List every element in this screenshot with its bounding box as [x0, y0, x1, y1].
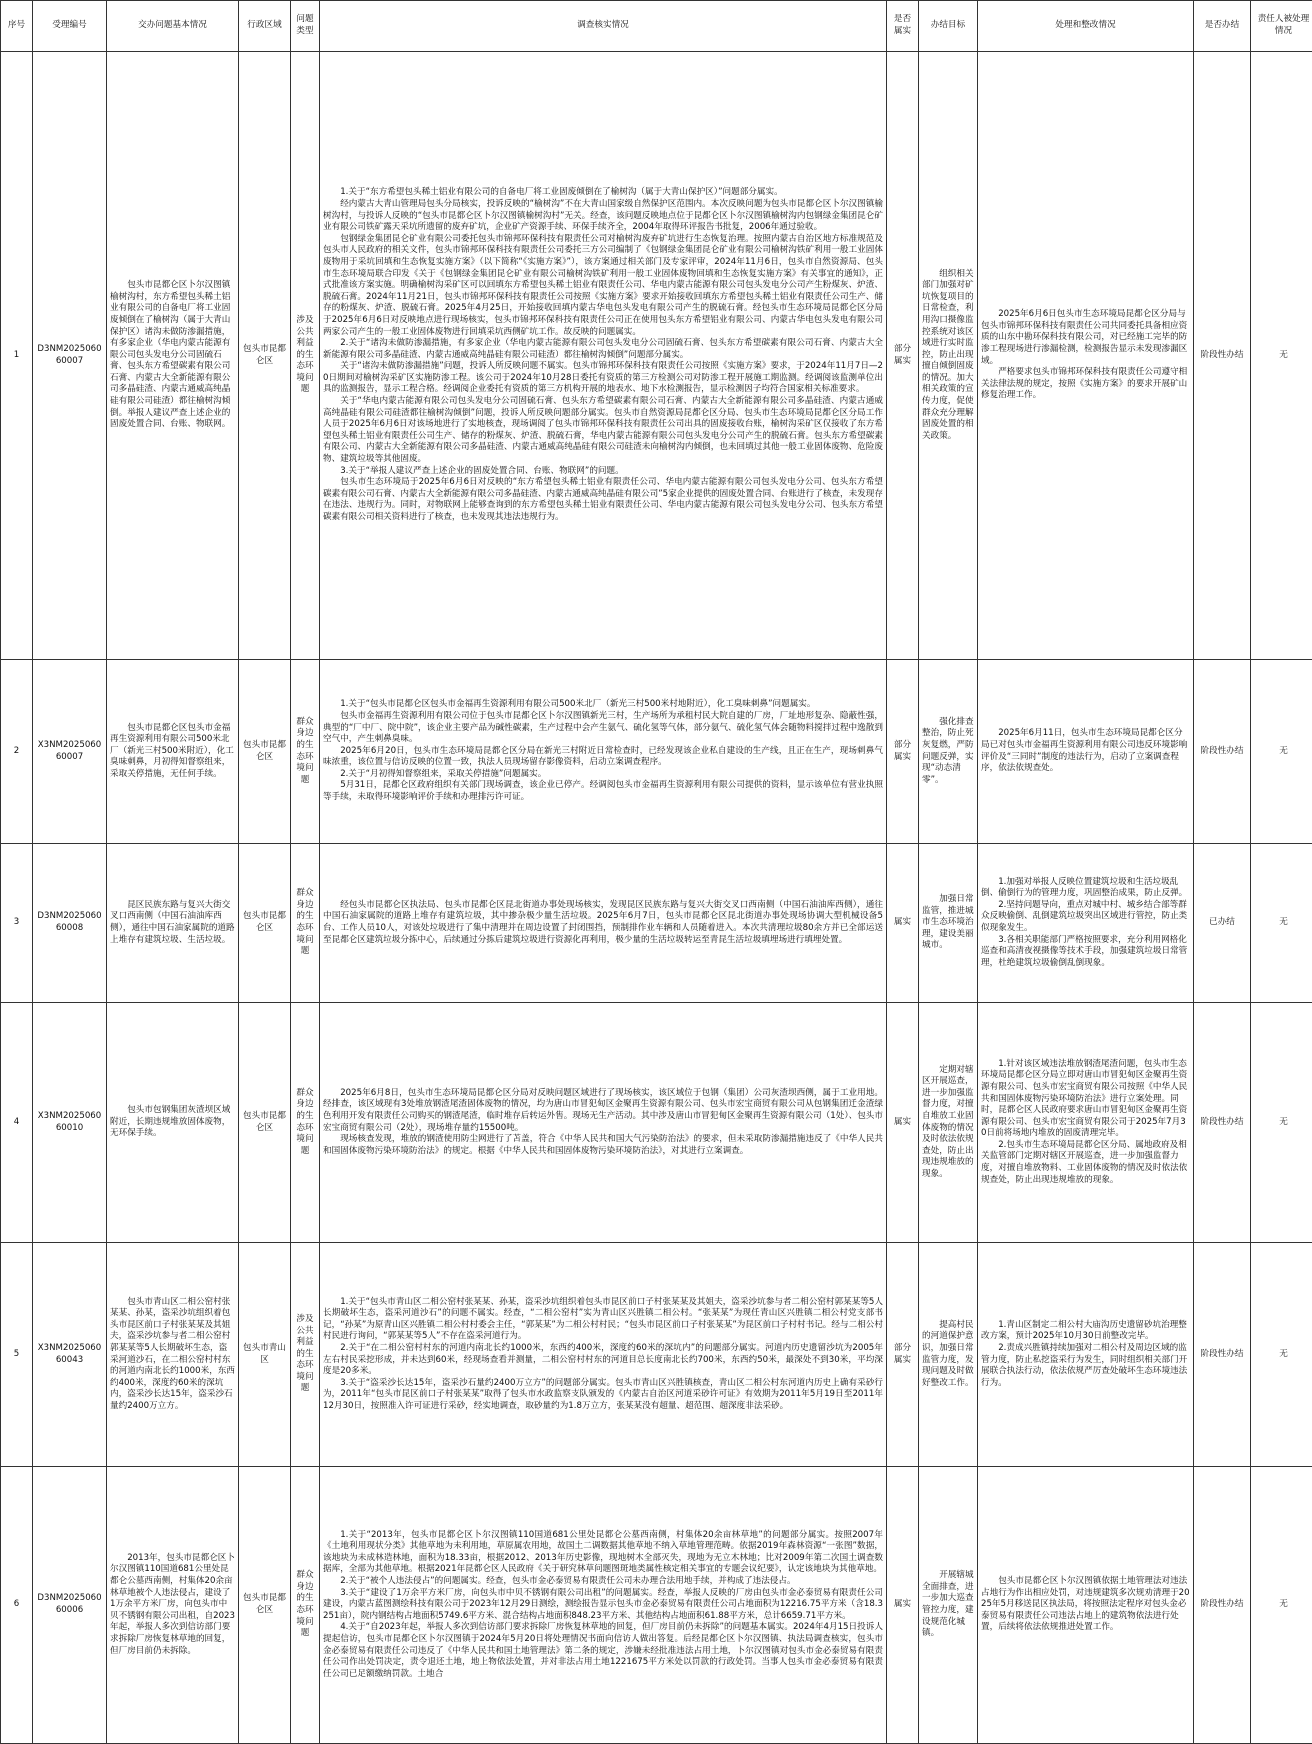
cell-target: 提高村民的河道保护意识，加强日常监管力度，发现问题及时做好整改工作。 [919, 1243, 978, 1467]
cell-truth: 部分属实 [887, 660, 919, 844]
cell-basic: 昆区民族东路与复兴大街交叉口西南侧（中国石油油库西侧），通往中国石油家属院的道路上堆存有建筑垃圾、生活垃圾。 [107, 844, 239, 1003]
cell-code: D3NM202506060007 [33, 52, 107, 660]
header-code: 受理编号 [33, 1, 107, 52]
table-row [1, 1003, 1312, 1243]
table-row [1, 1467, 1312, 1744]
header-basic: 交办问题基本情况 [107, 1, 239, 52]
cell-code: D3NM202506060008 [33, 844, 107, 1003]
cell-handling: 1.针对该区域违法堆放钢渣尾渣问题，包头市生态环境局昆都仑区分局立即对唐山市冒犯甸区金聚再生资源有限公司、包头市宏宝商贸有限公司按照《中华人民共和国固体废物污染环境防治法》进行立案处理。同时，昆都仑区人民政府要求唐山市冒犯甸区金聚再生资源有限公司、包头市宏宝商贸有限公司于2025年7月30日前将场地内堆放的固废清理完毕。 2.包头市生态环境局昆都仑区分局、属地政府及相关监管部门定期对辖区开展巡查，进一步加强监督力度，对擅自堆放物料、工业固体废物的情况及时依法依规查处，防止出现违规堆放的现象。 [978, 1003, 1194, 1243]
table-row [1, 1243, 1312, 1467]
cell-investigation: 经包头市昆都仑区执法局、包头市昆都仑区昆北街道办事处现场核实，发现昆区民族东路与复兴大街交叉口西南侧（中国石油油库西侧），通往中国石油家属院的道路上堆存有建筑垃圾，其中掺杂极少量生活垃圾。2025年6月7日，包头市昆都仑区昆北街道办事处现场协调大型机械设备5台、工作人员10人，对该处垃圾进行了集中清理并在周边设置了封闭围挡，预制排作业车辆和人员随着进入。本次共清理垃圾80余方并已全部运送至昆都仑区建筑垃圾分拣中心，后续通过分拣后建筑垃圾进行资源化再利用，极少量的生活垃圾转运至青昆生活垃圾填埋场进行填埋处置。 [320, 844, 887, 1003]
header-no: 序号 [1, 1, 33, 52]
cell-done: 阶段性办结 [1194, 1003, 1251, 1243]
cell-investigation: 2025年6月8日，包头市生态环境局昆都仑区分局对反映问题区域进行了现场核实，该区域位于包钢（集团）公司灰渣坝西侧，属于工业用地。经排查，该区域现有3处堆放钢渣尾渣固体废物的情况，均为唐山市冒犯甸区金聚再生资源有限公司、包头市宏宝商贸有限公司从包钢集团迁金渣绿色利用开发有限责任公司购买的钢渣尾渣，临时堆存后转运外售。现场无生产活动。其中涉及唐山市冒犯甸区金聚再生资源有限公司（1处）、包头市宏宝商贸有限公司（2处），现场堆存量约15500吨。 现场核查发现，堆放的钢渣使用防尘网进行了苫盖，符合《中华人民共和国大气污染防治法》的要求，但未采取防渗漏措施违反了《中华人民共和国固体废物污染环境防治法》的规定。根据《中华人民共和国固体废物污染环境防治法》，对其进行立案调查。 [320, 1003, 887, 1243]
cell-basic: 包头市包钢集团灰渣坝区域附近，长期违规堆放固体废物，无环保手续。 [107, 1003, 239, 1243]
cell-basic: 包头市青山区二相公窑村张某某、孙某，盗采沙坑组织着包头市昆区前口子村张某某及其姐夫，盗采沙坑参与者二相公窑村郭某某等5人长期破坏生态，盗采河道沙石，在二相公窑村村东的河道内南北长约1000米，东西约400米，深度约60米的深坑内，盗采沙长达15年，盗采沙石量约2400万立方。 [107, 1243, 239, 1467]
cell-truth: 属实 [887, 1003, 919, 1243]
cell-type: 群众身边的生态环境问题 [291, 844, 320, 1003]
cell-code: X3NM202506060007 [33, 660, 107, 844]
cell-handling: 1.青山区制定二相公村大庙沟历史遗留砂坑治理整改方案，预计2025年10月30日前整改完毕。 2.责成兴胜镇持续加强对二相公村及周边区域的监管力度，防止私挖盗采行为发生，同时组织相关部门开展联合执法行动，依法依规严厉查处破坏生态环境违法行为。 [978, 1243, 1194, 1467]
cell-truth: 属实 [887, 844, 919, 1003]
cell-type: 群众身边的生态环境问题 [291, 660, 320, 844]
cell-handling: 1.加强对举报人反映位置建筑垃圾和生活垃圾乱倒、偷倒行为的管理力度，巩固整治成果，防止反弹。 2.坚持问题导向，重点对城中村、城乡结合部等群众反映偷倒、乱倒建筑垃圾突出区域进行管控，防止类似现象发生。 3.各相关职能部门严格按照要求，充分利用网格化巡查和高清夜视摄像等技术手段，加强建筑垃圾日常管理，杜绝建筑垃圾偷倒乱倒现象。 [978, 844, 1194, 1003]
header-handling: 处理和整改情况 [978, 1, 1194, 52]
cell-punish: 无 [1251, 1243, 1312, 1467]
cell-no: 4 [1, 1003, 33, 1243]
cell-done: 阶段性办结 [1194, 660, 1251, 844]
header-target: 办结目标 [919, 1, 978, 52]
cell-done: 已办结 [1194, 844, 1251, 1003]
cell-basic: 包头市昆都仑区包头市金福再生资源利用有限公司500米北厂（新光三村500米附近），化工臭味刺鼻，月初得知督察组来，采取关停措施，无任何手续。 [107, 660, 239, 844]
header-investigation: 调查核实情况 [320, 1, 887, 52]
cell-handling: 2025年6月11日，包头市生态环境局昆都仑区分局已对包头市金福再生资源利用有限公司违反环境影响评价及“三同时”制度的违法行为，启动了立案调查程序，依法依规查处。 [978, 660, 1194, 844]
cell-code: X3NM202506060043 [33, 1243, 107, 1467]
cell-punish: 无 [1251, 52, 1312, 660]
cell-type: 涉及公共利益的生态环境问题 [291, 52, 320, 660]
cell-basic: 包头市昆都仑区卜尔汉图镇榆树沟村，东方希望包头稀土铝业有限公司的自备电厂将工业固废倾倒在了榆树沟（属于大青山保护区）诸沟未做防渗漏措施，有多家企业（华电内蒙古能源有限公司包头发电分公司固硫石膏、包头东方希望碳素有限公司石膏、内蒙古大全新能源有限公司多晶硅渣、内蒙古通威高纯晶硅有限公司硅渣）都往榆树沟倾倒。举报人建议严查上述企业的固废处置合同、台账、物联网。 [107, 52, 239, 660]
cell-no: 6 [1, 1467, 33, 1744]
cell-region: 包头市昆都仑区 [239, 1003, 291, 1243]
cell-no: 2 [1, 660, 33, 844]
cell-truth: 属实 [887, 1467, 919, 1744]
cell-handling: 包头市昆都仑区卜尔汉图镇依据土地管理法对违法占地行为作出相应处罚，对违规建筑多次规劝清理于2025年5月移送昆区执法局，将按照法定程序对包头金必泰贸易有限责任公司违法占地上的建筑物依法进行处置，后续将依法依规推进处置工作。 [978, 1467, 1194, 1744]
cell-truth: 部分属实 [887, 52, 919, 660]
cell-no: 5 [1, 1243, 33, 1467]
header-type: 问题类型 [291, 1, 320, 52]
cell-punish: 无 [1251, 660, 1312, 844]
cell-region: 包头市昆都仑区 [239, 660, 291, 844]
cell-target: 组织相关部门加强对矿坑恢复项目的日常检查，利用沟口摄像监控系统对该区域进行实时监控，防止出现擅自倾倒固废的情况。加大相关政策的宣传力度，促使群众充分理解固废处置的相关政策。 [919, 52, 978, 660]
cell-region: 包头市昆都仑区 [239, 1467, 291, 1744]
header-region: 行政区域 [239, 1, 291, 52]
cell-truth: 部分属实 [887, 1243, 919, 1467]
table-row [1, 52, 1312, 660]
cell-investigation: 1.关于“包头市昆都仑区包头市金福再生资源利用有限公司500米北厂（新光三村500米村地附近），化工臭味刺鼻”问题属实。 包头市金福再生资源利用有限公司位于包头市昆都仑区卜尔汉图镇新光三村，生产场所为承租村民大院自建的厂房，厂址地形复杂、隐蔽性强，典型的“厂中厂、院中院”，该企业主要产品为碱性碳素，生产过程中会产生氨气、硫化氢等气体，部分氨气、硫化氢气体会随物料搅拌过程中逸散到空气中，产生刺鼻臭味。 2025年6月20日，包头市生态环境局昆都仑区分局在新光三村附近日常检查时，已经发现该企业私自建设的生产线，且正在生产，现场刺鼻气味浓重，该位置与信访反映的位置一致，执法人员现场留存影像资料，启动立案调查程序。 2.关于“月初得知督察组来，采取关停措施”问题属实。 5月31日，昆都仑区政府组织有关部门现场调查，该企业已停产。经调阅包头市金福再生资源利用有限公司提供的资料，显示该单位有营业执照等手续，未取得环境影响评价手续和办理排污许可证。 [320, 660, 887, 844]
table-row [1, 660, 1312, 844]
cell-investigation: 1.关于“东方希望包头稀土铝业有限公司的自备电厂将工业固废倾倒在了榆树沟（属于大青山保护区）”问题部分属实。 经内蒙古大青山管理局包头分局核实，投诉反映的“榆树沟”不在大青山国家级自然保护区范围内。本次反映问题为包头市昆都仑区卜尔汉图镇榆树沟村，与投诉人反映的“包头市昆都仑区卜尔汉图镇榆树沟村”无关。经查，该问题反映地点位于昆都仑区卜尔汉图镇榆树沟内包钢绿金集团昆仑矿业有限公司铁矿露天采坑所遗留的废弃矿坑，企业矿产资源手续、环保手续齐全，2004年取得环评报告书批复，2006年通过验收。 包钢绿金集团昆仑矿业有限公司委托包头市锦邦环保科技有限责任公司对榆树沟废弃矿坑进行生态恢复治理。按照内蒙古自治区地方标准规范及包头市人民政府的相关文件，包头市锦邦环保科技有限责任公司委托三方公司编制了《包钢绿金集团昆仑矿业有限公司榆树沟铁矿利用一般工业固体废物用于采坑回填和生态恢复实施方案》（以下简称“《实施方案》”），该方案通过相关部门及专家评审，2024年11月6日，包头市自然资源局、包头市生态环境局联合印发《关于《包钢绿金集团昆仑矿业有限公司榆树沟铁矿利用一般工业固体废物回填和生态恢复实施方案》有关事宜的通知》，正式批准该方案实施。明确榆树沟采矿区可以回填东方希望包头稀土铝业有限责任公司、华电内蒙古能源有限公司包头发电分公司产生粉煤灰、炉渣、脱硫石膏。2024年11月21日，包头市锦邦环保科技有限责任公司按照《实施方案》要求开始接收回填东方希望包头稀土铝业有限责任公司生产、储存的粉煤灰、炉渣、脱硫石膏。2025年4月25日，开始接收回填内蒙古华电包头发电有限公司产生的脱硫石膏。经包头市生态环境局昆都仑区分局于2025年6月6日对反映地点进行现场核实，包头市锦邦环保科技有限责任公司正在使用包头东方希望铝业有限公司、内蒙古华电包头发电有限公司两家公司产生的一般工业固体废物进行回填采坑西侧矿坑工作。故反映的问题属实。 2.关于“诸沟未做防渗漏措施，有多家企业（华电内蒙古能源有限公司包头发电分公司固硫石膏、包头东方希望碳素有限公司石膏、内蒙古大全新能源有限公司多晶硅渣、内蒙古通威高纯晶硅有限公司硅渣）都往榆树沟倾倒”问题部分属实。 关于“诸沟未做防渗漏措施”问题，投诉人所反映问题不属实。包头市锦邦环保科技有限责任公司按照《实施方案》要求，于2024年11月7日—20日期间对榆树沟采矿区实施防渗工程。该公司于2024年10月28日委托有资质的第三方检测公司对防渗工程开展施工期监测。经调阅该监测单位出具的监测报告，显示工程合格。经调阅企业委托有资质的第三方机构开展的地表水、地下水检测报告，显示检测因子均符合国家相关标准要求。 关于“华电内蒙古能源有限公司包头发电分公司固硫石膏、包头东方希望碳素有限公司石膏、内蒙古大全新能源有限公司多晶硅渣、内蒙古通威高纯晶硅有限公司硅渣都往榆树沟倾倒”问题，投诉人所反映问题部分属实。包头市自然资源局昆都仑区分局、包头市生态环境局昆都仑区分局工作人员于2025年6月6日对该场地进行了实地核查，现场调阅了包头市锦邦环保科技有限责任公司出具的固废接收台账，榆树沟采矿区仅接收了东方希望包头稀土铝业有限责任公司生产、储存的粉煤灰、炉渣、脱硫石膏，华电内蒙古能源有限公司包头发电分公司产生的脱硫石膏。包头东方希望碳素有限公司、内蒙古大全新能源有限公司多晶硅渣、内蒙古通威高纯晶硅有限公司硅渣未向榆树沟内倾倒，也未回填过其他一般工业固体废物、危险废物、建筑垃圾等其他固废。 3.关于“举报人建议严查上述企业的固废处置合同、台账、物联网”的问题。 包头市生态环境局于2025年6月6日对反映的“东方希望包头稀土铝业有限责任公司、华电内蒙古能源有限公司包头发电分公司、包头东方希望碳素有限公司石膏、内蒙古大全新能源有限公司多晶硅渣、内蒙古通威高纯晶硅有限公司”5家企业提供的固废处置合同、台账进行了核查，未发现存在违法、违规行为。同时，对物联网上能够查询到的东方希望包头稀土铝业有限责任公司、华电内蒙古能源有限公司包头发电分公司、包头东方希望碳素有限公司相关资料进行了核查，也未发现其违法违规行为。 [320, 52, 887, 660]
cell-no: 3 [1, 844, 33, 1003]
cell-punish: 无 [1251, 1003, 1312, 1243]
table-row [1, 844, 1312, 1003]
cell-target: 强化排查整治，防止死灰复燃，严防问题反弹，实现“动态清零”。 [919, 660, 978, 844]
cell-investigation: 1.关于“包头市青山区二相公窑村张某某、孙某，盗采沙坑组织着包头市昆区前口子村张某某及其姐夫，盗采沙坑参与者二相公窑村郭某某等5人长期破坏生态，盗采河道沙石”的问题不属实。经查，“二相公窑村”实为青山区兴胜镇二相公村。“张某某”为现任青山区兴胜镇二相公村党支部书记，“孙某”为原青山区兴胜镇二相公村村委会主任，“郭某某”为二相公村村民；“包头市昆区前口子村张某某”为昆区前口子村村书记。经与二相公村村民进行询问，“郭某某等5人”不存在盗采河道行为。 2.关于“在二相公窑村村东的河道内南北长约1000米，东西约400米，深度约60米的深坑内”的问题部分属实。河道内历史遗留沙坑为2005年左右村民采挖形成，并未达到60米，经现场查看并测量，二相公窑村村东的河道目总长度南北长约700米，东西约50米，最深处不到30米，平均深度是20多米。 3.关于“盗采沙长达15年，盗采沙石量约2400万立方”的问题部分属实。包头市青山区兴胜镇核查，青山区二相公村东河道内历史上确有采砂行为，2011年“包头市昆区前口子村张某某”取得了包头市水政监察支队颁发的《内蒙古自治区河道采砂许可证》有效期为2011年5月19日至2011年12月30日，按照准入许可证进行采砂，经实地调查，取砂量约为1.8万立方，张某某没有超量、超范围、超深度非法采砂。 [320, 1243, 887, 1467]
cell-type: 群众身边的生态环境问题 [291, 1467, 320, 1744]
header-punish: 责任人被处理情况 [1251, 1, 1312, 52]
cell-code: D3NM202506060006 [33, 1467, 107, 1744]
cell-investigation: 1.关于“2013年，包头市昆都仑区卜尔汉图镇110国道681公里处昆都仑公墓西南侧，村集体20余亩林草地”的问题部分属实。按照2007年《土地利用现状分类》其他草地为未利用地，草原属农用地，故国土二调数据其他草地不纳入草地管理范畴。依据2019年森林资源“一张图”数据，该地块为未成林造林地，面积为18.33亩，根据2012、2013年历史影像，现地树木全部灭失，现地为无立木林地；比对2009年第二次国土调查数据库，全部为其他草地。根据2021年昆都仑区人民政府《关于研究林草问题图斑地类属性核定相关事宜的专题会议纪要》，认定该地块为其他草地。 2.关于“被个人违法侵占”的问题属实。经查，包头市金必泰贸易有限责任公司未办理合法用地手续，并构成了违法侵占。 3.关于“建设了1万余平方米厂房，向包头市中贝不锈钢有限公司出租”的问题属实。经查，举报人反映的厂房由包头市金必泰贸易有限责任公司建设，内蒙古蓝图测绘科技有限公司于2023年12月29日测绘，测绘报告显示包头市金必泰贸易有限责任公司占地面积为12216.75平方米（含18.3251亩），院内钢结构占地面积5749.6平方米、混合结构占地面积848.23平方米、其他结构占地面积61.88平方米，总计6659.71平方米。 4.关于“自2023年起，举报人多次到信访部门要求拆除厂房恢复林草地的回复，但厂房目前仍未拆除”的问题基本属实。2024年4月15日投诉人提起信访，包头市昆都仑区卜尔汉图镇于2024年5月20日将处理情况书面向信访人做出答复。后经昆都仑区卜尔汉图镇、执法局调查核实，包头市金必泰贸易有限责任公司违反了《中华人民共和国土地管理法》第二条的规定，涉嫌未经批准违法占用土地，卜尔汉图镇对包头市金必泰贸易有限责任公司作出处罚决定，责令退还土地，地上物依法处置，并对非法占用土地1221675平方米处以罚款的行政处罚。当事人包头市金必泰贸易有限责任公司已足额缴纳罚款。土地合 [320, 1467, 887, 1744]
header-truth: 是否属实 [887, 1, 919, 52]
cell-region: 包头市昆都仑区 [239, 52, 291, 660]
cell-target: 定期对辖区开展巡查，进一步加强监督力度，对擅自堆放工业固体废物的情况及时依法依规查处，防止出现违规堆放的现象。 [919, 1003, 978, 1243]
cell-done: 阶段性办结 [1194, 52, 1251, 660]
cell-target: 加强日常监管，推进城市生态环境治理，建设美丽城市。 [919, 844, 978, 1003]
cell-target: 开展辖城全面排查，进一步加大巡查管控力度，建设规范化城镇。 [919, 1467, 978, 1744]
cell-basic: 2013年，包头市昆都仑区卜尔汉图镇110国道681公里处昆都仑公墓西南侧，村集体20余亩林草地被个人违法侵占，建设了1万余平方米厂房，向包头市中贝不锈钢有限公司出租，自2023年起，举报人多次到信访部门要求拆除厂房恢复林草地的回复，但厂房目前仍未拆除。 [107, 1467, 239, 1744]
cell-code: X3NM202506060010 [33, 1003, 107, 1243]
cell-type: 群众身边的生态环境问题 [291, 1003, 320, 1243]
header-done: 是否办结 [1194, 1, 1251, 52]
cell-done: 阶段性办结 [1194, 1467, 1251, 1744]
cell-punish: 无 [1251, 844, 1312, 1003]
cell-no: 1 [1, 52, 33, 660]
cell-region: 包头市昆都仑区 [239, 844, 291, 1003]
cell-type: 涉及公共利益的生态环境问题 [291, 1243, 320, 1467]
cell-region: 包头市青山区 [239, 1243, 291, 1467]
cell-done: 阶段性办结 [1194, 1243, 1251, 1467]
header-row [1, 1, 1312, 52]
cell-handling: 2025年6月6日包头市生态环境局昆都仑区分局与包头市锦邦环保科技有限责任公司共同委托具备相应资质的山东中勘环保科技有限公司，对已经施工完毕的防渗工程现场进行渗漏检测，检测报告显示未发现渗漏区域。 严格要求包头市锦邦环保科技有限责任公司遵守相关法律法规的规定，按照《实施方案》的要求开展矿山修复治理工作。 [978, 52, 1194, 660]
cell-punish: 无 [1251, 1467, 1312, 1744]
